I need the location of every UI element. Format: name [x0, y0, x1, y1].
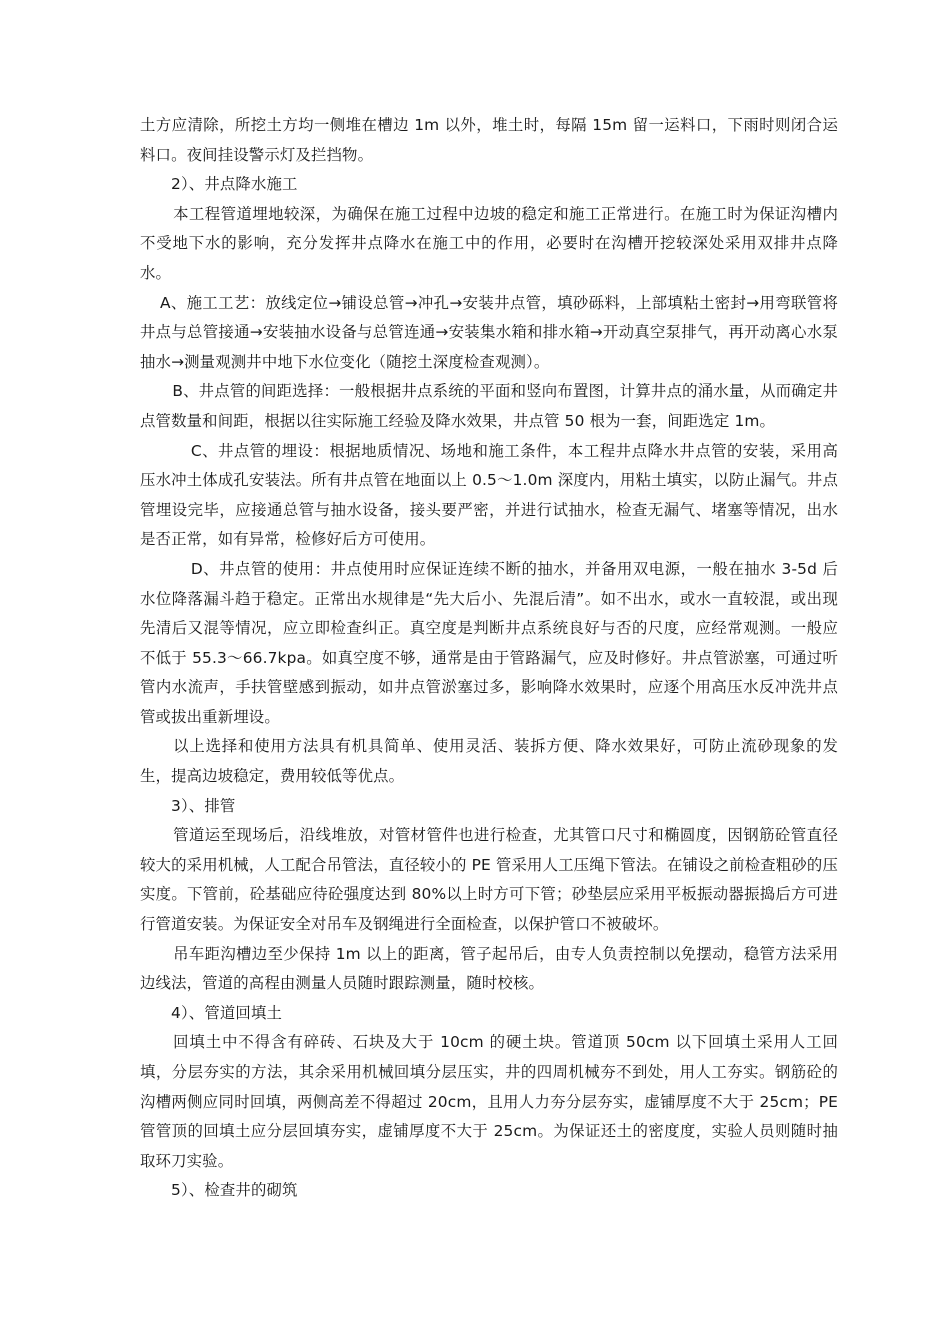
paragraph-advantages: 以上选择和使用方法具有机具简单、使用灵活、装拆方便、降水效果好，可防止流砂现象的发生，提高边坡稳定，费用较低等优点。 — [140, 737, 838, 786]
paragraph-pipe-laying: 管道运至现场后，沿线堆放，对管材管件也进行检查，尤其管口尺寸和椭圆度，因钢筋砼管直径较大的采用机械，人工配合吊管法，直径较小的 PE 管采用人工压绳下管法。在铺设之前检查粗砂的压实度。下管前，砼基础应待砼强度达到 80%以上时方可下管；砂垫层应采用平板振动器振捣后方可进行管道安装。为保证安全对吊车及钢绳进行全面检查，以保护管口不被破坏。 — [140, 826, 838, 934]
document-body — [140, 111, 838, 1206]
paragraph-dewatering-intro: 本工程管道埋地较深，为确保在施工过程中边坡的稳定和施工正常进行。在施工时为保证沟槽内不受地下水的影响，充分发挥井点降水在施工中的作用，必要时在沟槽开挖较深处采用双排井点降水。 — [140, 204, 838, 282]
heading-backfill: 4）、管道回填土 — [171, 1003, 283, 1022]
paragraph-backfill: 回填土中不得含有碎砖、石块及大于 10cm 的硬土块。管道顶 50cm 以下回填土采用人工回填，分层夯实的方法，其余采用机械回填分层压实，井的四周机械夯不到处，用人工夯实。钢筋砼的沟槽两侧应同时回填，两侧高差不得超过 20cm，且用人力夯分层夯实，虚铺厚度不大于 25cm；PE 管管顶的回填土应分层回填夯实，虚铺厚度不大于 25cm。为保证还土的密度度，实验人员则随时抽取环刀实验。 — [140, 1033, 838, 1170]
heading-pipe-laying: 3）、排管 — [171, 796, 236, 815]
paragraph-crane: 吊车距沟槽边至少保持 1m 以上的距离，管子起吊后，由专人负责控制以免摆动，稳管方法采用边线法，管道的高程由测量人员随时跟踪测量，随时校核。 — [140, 944, 838, 993]
heading-wellpoint-dewatering: 2）、井点降水施工 — [171, 175, 298, 194]
paragraph-item-c: C、井点管的埋设：根据地质情况、场地和施工条件，本工程井点降水井点管的安装，采用高压水冲土体成孔安装法。所有井点管在地面以上 0.5～1.0m 深度内，用粘土填实，以防止漏气。井点管埋设完毕，应接通总管与抽水设备，接头要严密，并进行试抽水，检查无漏气、堵塞等情况，出水是否正常，如有异常，检修好后方可使用。 — [140, 441, 838, 549]
paragraph-item-b: B、井点管的间距选择：一般根据井点系统的平面和竖向布置图，计算井点的涌水量，从而确定井点管数量和间距，根据以往实际施工经验及降水效果，井点管 50 根为一套，间距选定 1m。 — [140, 382, 838, 430]
paragraph-earthwork: 土方应清除，所挖土方均一侧堆在槽边 1m 以外，堆土时，每隔 15m 留一运料口，下雨时则闭合运料口。夜间挂设警示灯及拦挡物。 — [140, 116, 838, 164]
paragraph-item-a: A、施工工艺：放线定位→铺设总管→冲孔→安装井点管，填砂砾料，上部填粘土密封→用弯联管将井点与总管接通→安装抽水设备与总管连通→安装集水箱和排水箱→开动真空泵排气，再开动离心水泵抽水→测量观测井中地下水位变化（随挖土深度检查观测）。 — [140, 293, 838, 371]
paragraph-item-d: D、井点管的使用：井点使用时应保证连续不断的抽水，并备用双电源，一般在抽水 3-5d 后水位降落漏斗趋于稳定。正常出水规律是“先大后小、先混后清”。如不出水，或水一直较混，或出现先清后又混等情况，应立即检查纠正。真空度是判断井点系统良好与否的尺度，应经常观测。一般应不低于 55.3～66.7kpa。如真空度不够，通常是由于管路漏气，应及时修好。井点管淤塞，可通过听管内水流声，手扶管壁感到振动，如井点管淤塞过多，影响降水效果时，应逐个用高压水反冲洗井点管或拔出重新埋设。 — [140, 559, 838, 726]
heading-manhole-masonry: 5）、检查井的砌筑 — [171, 1181, 298, 1200]
